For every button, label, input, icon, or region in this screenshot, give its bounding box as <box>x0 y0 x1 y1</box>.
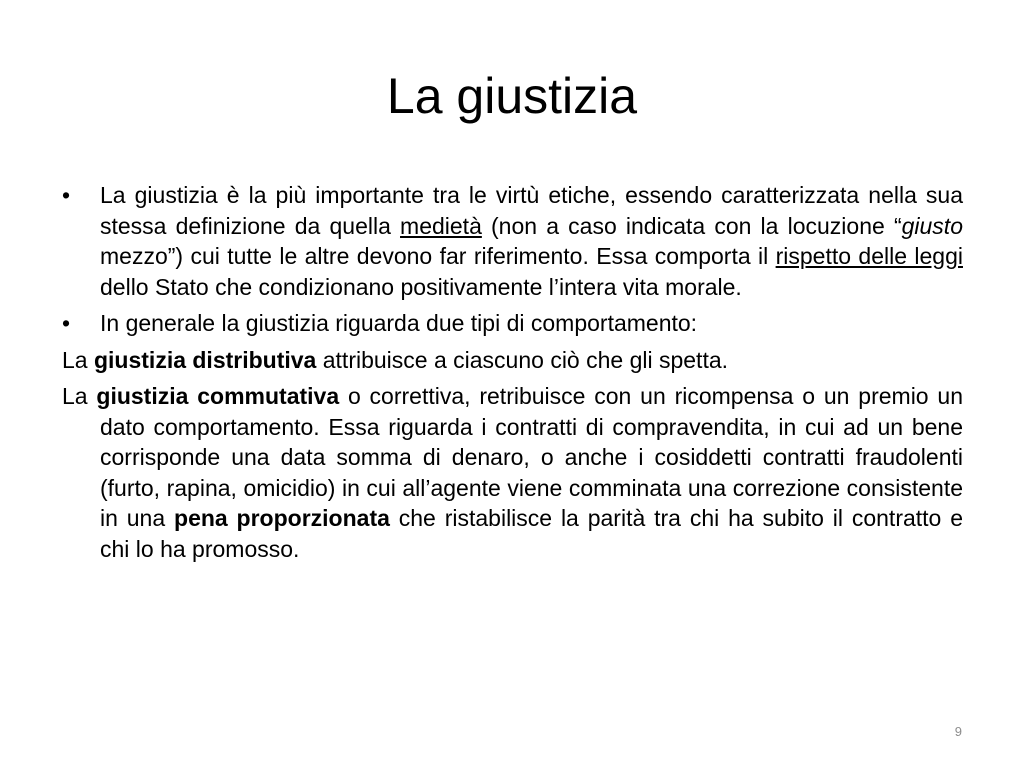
text-run: che ristabilisce la parità tra chi ha subito il contratto e chi lo ha promosso. <box>100 505 964 562</box>
text-run: La <box>62 346 94 373</box>
bullet-icon: • <box>62 310 71 336</box>
text-run: La giustizia è la più importante tra le virtù etiche, essendo caratterizzata nella sua stessa definizione da quella <box>100 182 963 239</box>
bullet-item-two-types <box>62 308 963 339</box>
text-run: o correttiva, retribuisce con un ricompensa o un premio un dato comportamento. Essa riguarda i contratti di compravendita, in cui ad un bene corrisponde una data somma di denaro, o anche i cosiddetti contratti fraudolenti (furto, rapina, omicidio) in cui all’agente viene comminata una correzione consistente in una <box>100 383 963 531</box>
bold-term-distributiva: giustizia distributiva <box>93 346 317 373</box>
underlined-term-rispetto-leggi: rispetto delle leggi <box>775 243 963 269</box>
text-run: In generale la giustizia riguarda due tipi di comportamento: <box>100 310 698 336</box>
page-number: 9 <box>954 724 962 739</box>
paragraph-distributive-justice <box>62 345 963 376</box>
text-run: (non a caso indicata con la locuzione “ <box>481 212 902 239</box>
bullet-item-justice-virtue <box>62 180 963 302</box>
underlined-term-medieta: medietà <box>400 212 482 239</box>
text-run: attribuisce a ciascuno ciò che gli spetta. <box>316 346 729 373</box>
slide-body <box>62 180 963 570</box>
slide-title: La giustizia <box>386 68 638 124</box>
text-run: dello Stato che condizionano positivamente l’intera vita morale. <box>100 273 742 300</box>
bold-term-commutativa: giustizia commutativa <box>96 383 340 409</box>
text-run: La <box>62 383 97 409</box>
bullet-icon: • <box>62 182 71 208</box>
bold-term-pena-proporzionata: pena proporzionata <box>174 505 390 531</box>
italic-term-giusto: giusto <box>901 212 963 239</box>
text-run: mezzo”) cui tutte le altre devono far riferimento. Essa comporta il <box>100 243 776 269</box>
paragraph-commutative-justice <box>62 381 963 564</box>
